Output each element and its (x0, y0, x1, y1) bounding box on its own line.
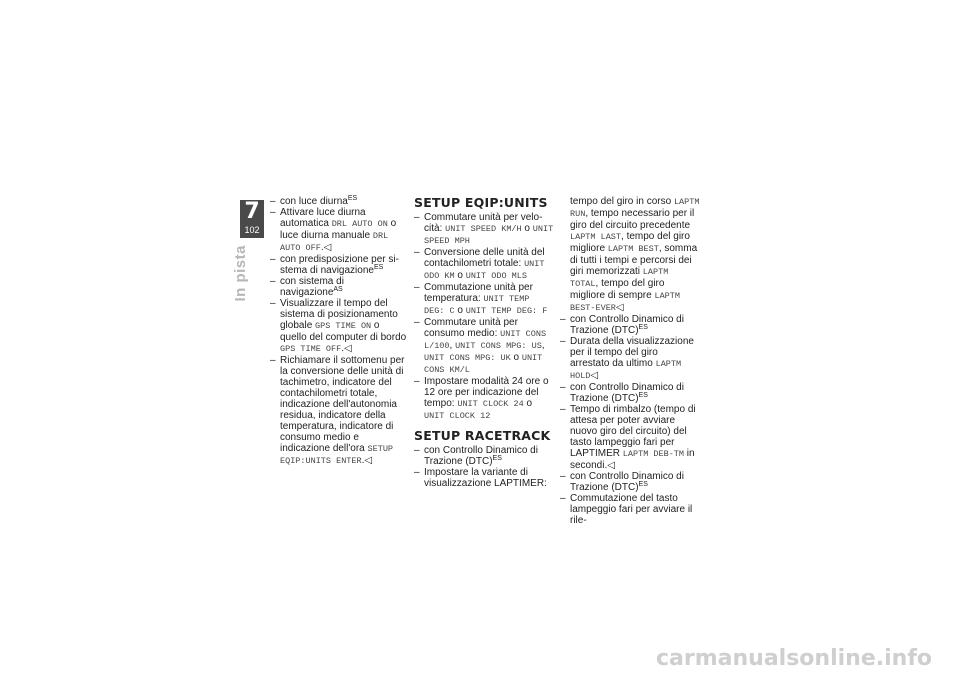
list-item: – con Controllo Dinamico di Trazione (DTC)$^{ES}$ (560, 314, 684, 336)
list-item: – con predisposizione per sistema di navigazione$^{ES}$ (270, 254, 399, 276)
list-item: – con luce diurna$^{ES}$ (270, 195, 358, 207)
list-item: – Durata della visualizzazione per il tempo del giro arrestato da ultimo LAPTM HOLD◁ (560, 336, 694, 381)
list-item: – Commutazione del tasto lampeggio fari per avviare il rile- (560, 493, 693, 526)
list-item: – Impostare la variante di visualizzazione LAPTIMER: (414, 467, 547, 489)
list-item: – Conversione delle unità del contachilometri totale: UNIT ODO KM o UNIT ODO MLS (414, 247, 545, 281)
list-item: – con Controllo Dinamico di Trazione (DTC)$^{ES}$ (560, 471, 684, 493)
list-item: – Richiamare il sottomenu per la conversione delle unità di tachimetro, indicatore del contachilometri totale, indicazione dell'autonomia residua, indicatore della temperatura, indicatore di consumo medio e indicazione dell'ora SETUP EQIP:UNITS ENTER.◁ (270, 355, 405, 466)
list-item: – con Controllo Dinamico di Trazione (DTC)$^{ES}$ (560, 382, 684, 404)
list-item: tempo del giro in corso LAPTM RUN, tempo necessario per il giro del circuito precedente LAPTM LAST, tempo del giro migliore LAPTM BEST, somma di tutti i tempi e percorsi dei giri memorizzati LAPTM TOTAL, tempo del giro migliore di sempre LAPTM BEST-EVER◁ (570, 196, 700, 313)
list-item: – con Controllo Dinamico di Trazione (DTC)$^{ES}$ (414, 445, 538, 467)
column-1 (270, 196, 408, 467)
section-heading-units: SETUP EQIP:UNITS (414, 195, 548, 210)
column-2 (414, 196, 554, 489)
page-number: 102 (244, 225, 260, 235)
list-item: – Impostare modalità 24 ore o 12 ore per indicazione del tempo: UNIT CLOCK 24 o UNIT CLOCK 12 (414, 376, 549, 421)
footer-watermark: carmanualsonline.info (656, 646, 932, 671)
column-3 (560, 196, 700, 526)
list-item: – Attivare luce diurna automatica DRL AUTO ON o luce diurna manuale DRL AUTO OFF.◁ (270, 207, 397, 253)
list-item: – Visualizzare il tempo del sistema di posizionamento globale GPS TIME ON o quello del computer di bordo GPS TIME OFF.◁ (270, 298, 407, 354)
chapter-title-text: In pista (232, 245, 249, 302)
chapter-side-title (232, 245, 252, 315)
chapter-marker (240, 200, 264, 238)
chapter-number: 7 (244, 199, 260, 224)
list-item: – Commutare unità per velocità: UNIT SPEED KM/H o UNIT SPEED MPH (414, 212, 554, 246)
list-item: – Commutazione unità per temperatura: UNIT TEMP DEG: C o UNIT TEMP DEG: F (414, 282, 548, 316)
list-item: – Tempo di rimbalzo (tempo di attesa per poter avviare nuovo giro del circuito) del tasto lampeggio fari per LAPTIMER LAPTM DEB-TM in secondi.◁ (560, 404, 696, 471)
list-item: – Commutare unità per consumo medio: UNIT CONS L/100, UNIT CONS MPG: US, UNIT CONS MPG: UK o UNIT CONS KM/L (414, 317, 547, 375)
list-item: – con sistema di navigazione$^{AS}$ (270, 276, 344, 298)
section-heading-racetrack: SETUP RACETRACK (414, 428, 551, 443)
